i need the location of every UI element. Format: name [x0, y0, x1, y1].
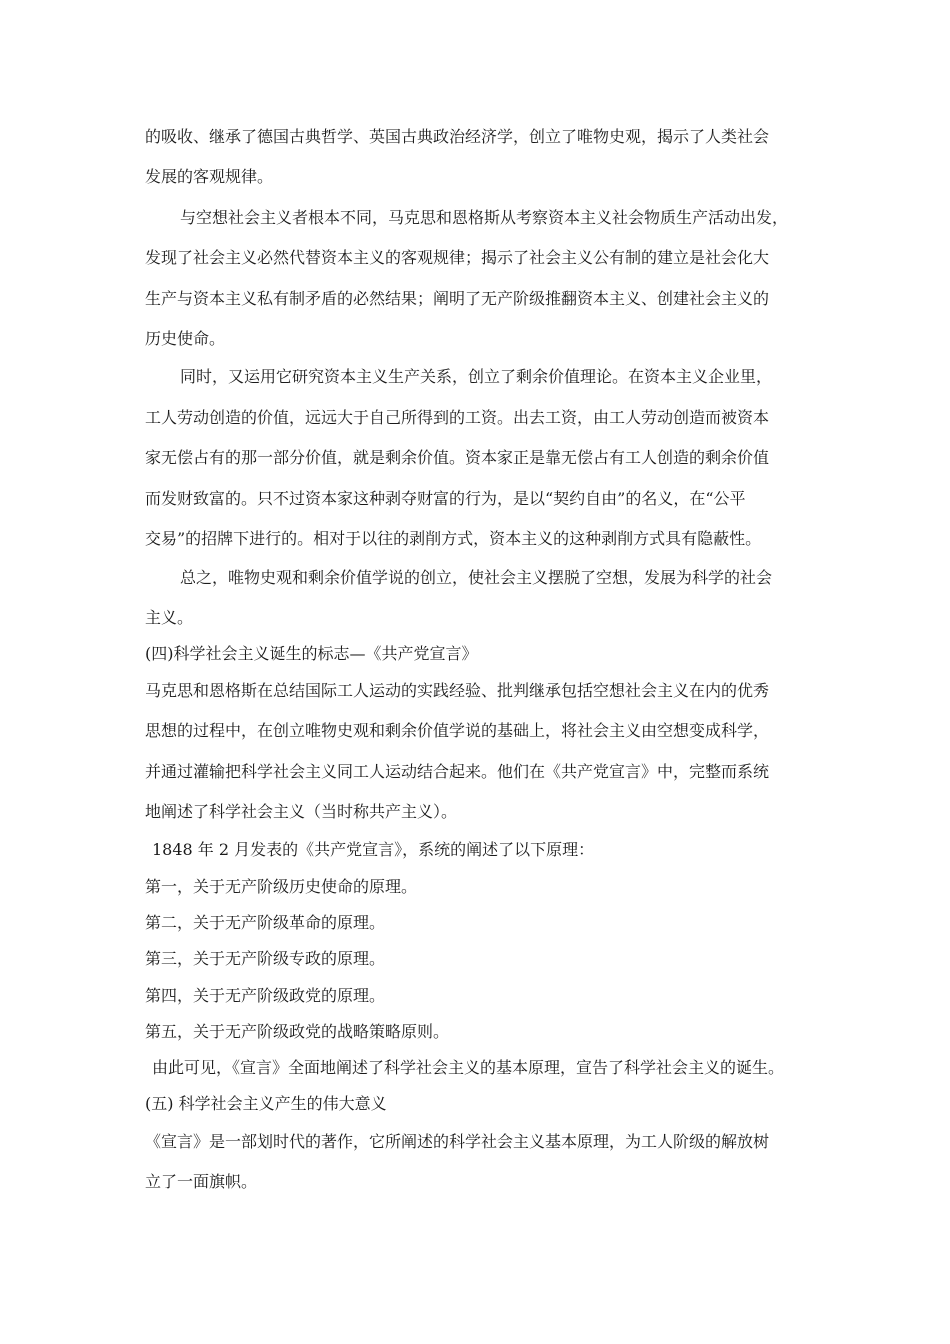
text-line: 主义。: [145, 608, 194, 627]
text-line: 生产与资本主义私有制矛盾的必然结果；阐明了无产阶级推翻资本主义、创建社会主义的: [145, 289, 770, 308]
text-line: 发展的客观规律。: [145, 167, 274, 186]
text-line: 由此可见，《宣言》全面地阐述了科学社会主义的基本原理，宣告了科学社会主义的诞生。: [152, 1058, 785, 1077]
paragraph-first-line: 同时，又运用它研究资本主义生产关系，创立了剩余价值理论。在资本主义企业里，: [180, 367, 773, 386]
text-line: 历史使命。: [145, 329, 226, 348]
text-line: 而发财致富的。只不过资本家这种剥夺财富的行为，是以“契约自由”的名义，在“公平: [145, 489, 746, 508]
text-line: 《宣言》是一部划时代的著作，它所阐述的科学社会主义基本原理，为工人阶级的解放树: [145, 1132, 770, 1151]
paragraph-first-line: 与空想社会主义者根本不同，马克思和恩格斯从考察资本主义社会物质生产活动出发，: [180, 208, 789, 227]
text-line: 交易”的招牌下进行的。相对于以往的剥削方式，资本主义的这种剥削方式具有隐蔽性。: [145, 529, 762, 548]
text-line: 思想的过程中，在创立唯物史观和剩余价值学说的基础上，将社会主义由空想变成科学，: [145, 721, 770, 740]
list-item: 第五，关于无产阶级政党的战略策略原则。: [145, 1022, 450, 1041]
paragraph-first-line: 总之，唯物史观和剩余价值学说的创立，使社会主义摆脱了空想，发展为科学的社会: [180, 568, 773, 587]
list-item: 第一，关于无产阶级历史使命的原理。: [145, 877, 418, 896]
list-item: 第二，关于无产阶级革命的原理。: [145, 913, 386, 932]
list-item: 第三，关于无产阶级专政的原理。: [145, 949, 386, 968]
list-item: 第四，关于无产阶级政党的原理。: [145, 986, 386, 1005]
text-line: 地阐述了科学社会主义（当时称共产主义）。: [145, 802, 458, 821]
text-line: 并通过灌输把科学社会主义同工人运动结合起来。他们在《共产党宣言》中，完整而系统: [145, 762, 770, 781]
text-line: 的吸收、继承了德国古典哲学、英国古典政治经济学，创立了唯物史观，揭示了人类社会: [145, 127, 770, 146]
text-line: 发现了社会主义必然代替资本主义的客观规律；揭示了社会主义公有制的建立是社会化大: [145, 248, 770, 267]
text-line: 1848 年 2 月发表的《共产党宣言》，系统的阐述了以下原理：: [152, 840, 595, 859]
section-heading: (四)科学社会主义诞生的标志—《共产党宣言》: [145, 644, 478, 663]
text-line: 立了一面旗帜。: [145, 1172, 258, 1191]
text-line: 马克思和恩格斯在总结国际工人运动的实践经验、批判继承包括空想社会主义在内的优秀: [145, 681, 770, 700]
text-line: 家无偿占有的那一部分价值，就是剩余价值。资本家正是靠无偿占有工人创造的剩余价值: [145, 448, 770, 467]
section-heading: (五) 科学社会主义产生的伟大意义: [145, 1094, 387, 1113]
text-line: 工人劳动创造的价值，远远大于自己所得到的工资。出去工资，由工人劳动创造而被资本: [145, 408, 770, 427]
